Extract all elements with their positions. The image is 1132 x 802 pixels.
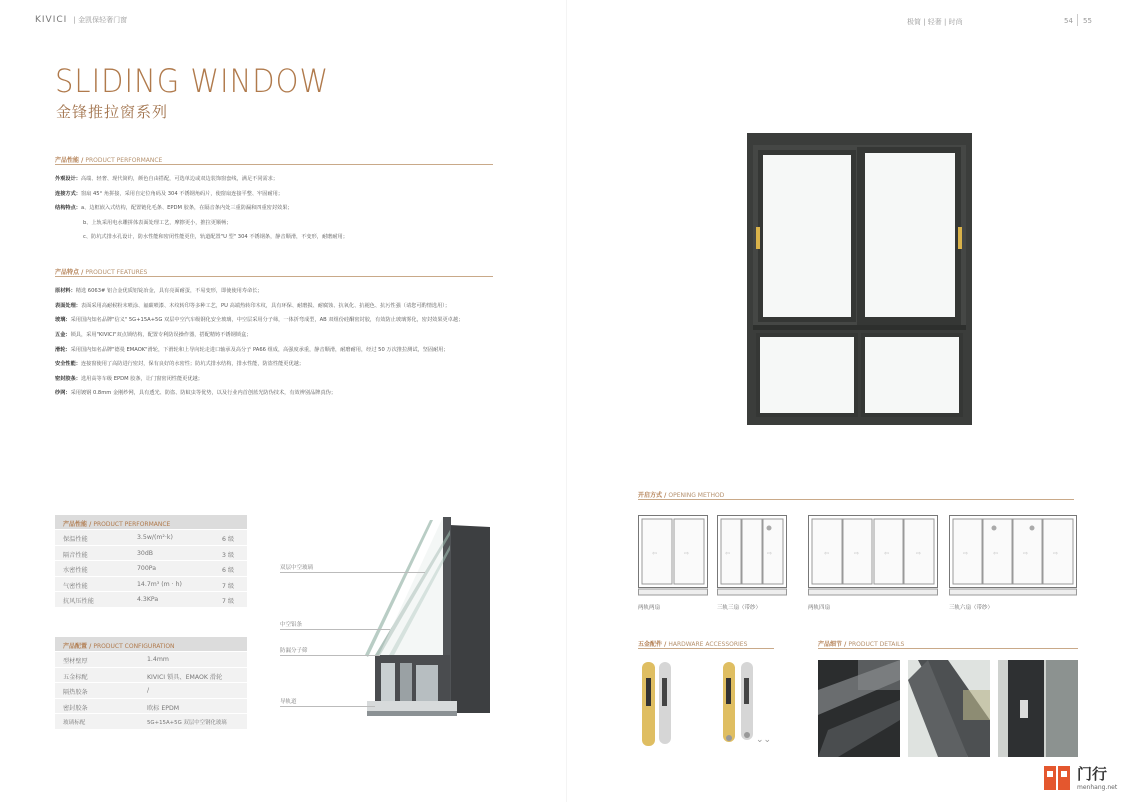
details-rule — [818, 648, 1078, 649]
table-row: 五金标配 KIVICI 锁具、EMAOK 滑轮 — [55, 667, 247, 683]
profile-cross-section-image — [355, 505, 495, 720]
annotation-label: 防漏分子筛 — [280, 648, 308, 654]
diagram-caption: 三轨三扇（带纱） — [717, 605, 762, 611]
details-heading-en: PRODUCT DETAILS — [848, 641, 905, 648]
hardware-accessories-image — [638, 660, 778, 750]
detail-photo-2 — [908, 660, 990, 757]
header-tags: 极简 | 轻奢 | 时尚 — [907, 18, 963, 26]
annotation-line — [280, 572, 425, 573]
opening-rule — [638, 499, 1074, 500]
performance-table-header: 产品性能 / PRODUCT PERFORMANCE — [55, 515, 247, 529]
brand-header — [35, 15, 127, 25]
features-rule — [55, 276, 493, 277]
svg-text:⇦: ⇦ — [652, 550, 658, 557]
table-row: 密封胶条 欧标 EPDM — [55, 698, 247, 714]
feature-item: 原材料：精选 6063# 铝合金优质铝锭冶金，具有亮面耐蛋，不易变形，即使使用寿命长； — [55, 288, 263, 294]
table-row: 玻璃标配 5G+15A+5G 双层中空钢化玻璃 — [55, 713, 247, 729]
configuration-table — [55, 637, 247, 729]
features-list — [55, 284, 495, 401]
svg-text:⇨: ⇨ — [916, 550, 922, 557]
feature-item: 纱网：采用镀钢 0.8mm 金刚纱网，具有透光、防盗、防蚊虫等优势，以及行业内首创蓝光防伪技术，有效辨别品牌真伪； — [55, 390, 337, 396]
watermark-logo-icon — [1043, 762, 1073, 792]
diagram-caption: 三轨六扇（带纱） — [949, 605, 994, 611]
performance-list — [55, 172, 348, 245]
table-row: 保温性能 3.5w/(m²·k) 6 级 — [55, 529, 247, 545]
svg-text:⇦: ⇦ — [993, 550, 999, 557]
annotation-label: 中空铝条 — [280, 622, 303, 628]
diagram-caption: 两轨四扇 — [808, 605, 831, 611]
svg-text:⇨: ⇨ — [1023, 550, 1029, 557]
annotation-line — [280, 706, 375, 707]
features-heading-cn: 产品特点 / — [55, 269, 84, 276]
table-row: 隔热胶条 / — [55, 682, 247, 698]
svg-text:⇨: ⇨ — [1053, 550, 1059, 557]
performance-heading — [55, 155, 162, 164]
opening-heading-cn: 开启方式 / — [638, 492, 667, 499]
svg-text:⇦: ⇦ — [824, 550, 830, 557]
feature-item: 滑轮：采用国内知名品牌"德曼 EMAOK"滑轮，下滑轮和上导向轮走进口轴承及高分子 PA66 组成，高强度承重，静音顺滑，耐磨耐用，经过 50 万次推拉测试，坚固耐用； — [55, 346, 449, 353]
diagram-two-track-four-sash — [808, 515, 938, 597]
configuration-table-header: 产品配置 / PRODUCT CONFIGURATION — [55, 637, 247, 651]
details-heading — [818, 639, 904, 648]
table-row: 型材壁厚 1.4mm — [55, 651, 247, 667]
hardware-heading — [638, 639, 747, 648]
performance-item: c、防坑式排水孔设计，防水性能和密闭性能更佳，轨道配置"U 型" 304 不锈钢条，静音顺滑，不变形，耐磨耐用； — [83, 234, 348, 240]
annotation-line — [280, 655, 380, 656]
detail-photo-1 — [818, 660, 900, 757]
features-heading — [55, 267, 147, 276]
table-row: 气密性能 14.7m³ (m · h) 7 级 — [55, 576, 247, 592]
diagram-two-track-two-sash — [638, 515, 708, 597]
page-divider — [1077, 14, 1078, 26]
page-title-en: SLIDING WINDOW — [55, 62, 330, 100]
diagram-caption: 两轨两扇 — [638, 605, 661, 611]
spread-gutter — [566, 0, 567, 802]
svg-text:⇨: ⇨ — [767, 550, 773, 557]
annotation-line — [280, 629, 390, 630]
sliding-window-image — [747, 133, 972, 425]
table-row: 隔音性能 30dB 3 级 — [55, 545, 247, 561]
performance-table — [55, 515, 247, 607]
features-heading-en: PRODUCT FEATURES — [85, 269, 148, 276]
svg-text:⇦: ⇦ — [884, 550, 890, 557]
opening-heading-en: OPENING METHOD — [668, 492, 725, 499]
opening-heading — [638, 490, 724, 499]
hardware-heading-en: HARDWARE ACCESSORIES — [668, 641, 748, 648]
svg-text:⌄⌄: ⌄⌄ — [756, 735, 772, 745]
page-number-right: 55 — [1083, 17, 1092, 25]
hardware-rule — [638, 648, 774, 649]
page-number-left: 54 — [1064, 17, 1073, 25]
svg-text:⇦: ⇦ — [725, 550, 731, 557]
performance-rule — [55, 164, 493, 165]
performance-heading-en: PRODUCT PERFORMANCE — [85, 157, 163, 164]
watermark-text: 门行 — [1077, 765, 1108, 783]
svg-text:⇨: ⇨ — [684, 550, 690, 557]
annotation-label: 双层中空玻璃 — [280, 565, 314, 571]
diagram-three-track-three-sash — [717, 515, 787, 597]
performance-item: b、上轨采用电水雕拼体表面处理工艺，摩擦更小，推拉更顺畅； — [83, 219, 232, 226]
annotation-label: 导轨道 — [280, 699, 297, 705]
watermark-site: menhang.net — [1077, 784, 1118, 791]
table-row: 抗风压性能 4.3KPa 7 级 — [55, 591, 247, 607]
feature-item: 五金：锁具，采用"KIVICI"双点锁结构，配置专利防误操作器，搭配精铸不锈钢锁盒； — [55, 332, 252, 338]
page-title-cn: 金锋推拉窗系列 — [56, 103, 169, 121]
hardware-heading-cn: 五金配件 / — [638, 641, 667, 648]
feature-item: 密封胶条：选用高等车级 EPDM 胶条，让门窗密闭性能更优越； — [55, 375, 203, 382]
performance-heading-cn: 产品性能 / — [55, 157, 84, 164]
brand-sub: | 金凯保轻奢门窗 — [73, 16, 128, 24]
feature-item: 玻璃：采用国内知名品牌"信义" 5G+15A+5G 双层中空汽车级钢化安全玻璃，中空层采用分子筛，一体折弯成型，AB 双组份硅酮密封胶，有效防止玻璃雾化，密封效果更卓越； — [55, 317, 464, 323]
performance-item: 外观设计：高端、轻奢、现代简约，颜色自由搭配，可选单边或双边装饰窗套线，满足不同需求； — [55, 176, 279, 182]
feature-item: 表面处理：表面采用高耐候粉末喷涂、氟碳喷漆、木纹转印等多种工艺，PU 高端热转印木纹，具有环保、耐磨损、耐腐蚀、抗氧化、抗褪色、抗污性强（请您可酌情选用）； — [55, 302, 451, 309]
svg-text:⇨: ⇨ — [963, 550, 969, 557]
svg-text:⇨: ⇨ — [854, 550, 860, 557]
performance-item: 连接方式：窗扇 45° 角拼接，采用自定位角码及 304 不锈钢角码片，使窗扇连接平整、牢固耐用； — [55, 190, 284, 197]
table-row: 水密性能 700Pa 6 级 — [55, 560, 247, 576]
brand-logo: KIVICI — [35, 15, 68, 25]
diagram-three-track-six-sash — [949, 515, 1077, 597]
performance-item: 结构特点：a、边框嵌入式结构，配置链化毛条、EPDM 胶条，在隔音条内处三重防漏和四重密封效果； — [55, 205, 293, 211]
detail-photo-3 — [998, 660, 1078, 757]
feature-item: 安全性能：连接窗使用了高防进行密封，保有良好的水密性；防坑式排水结构，排水性能，防盗性能更优越； — [55, 361, 305, 367]
details-heading-cn: 产品细节 / — [818, 641, 847, 648]
